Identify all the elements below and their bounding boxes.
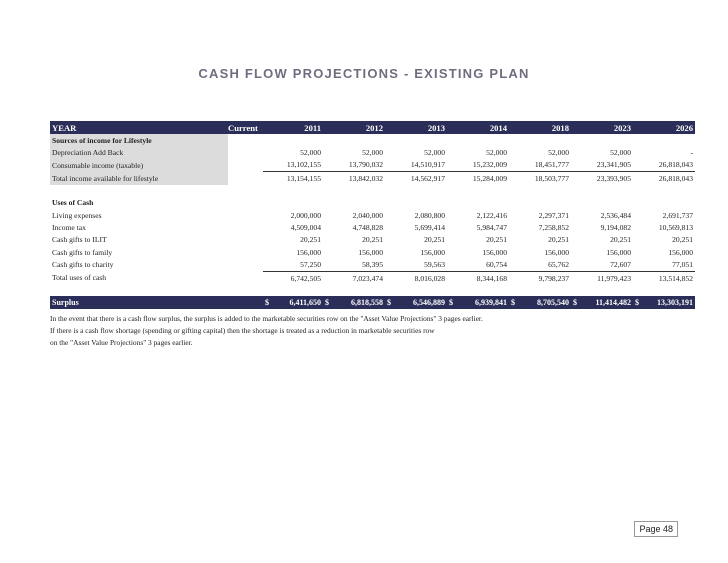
surplus-amount: 8,705,540 (537, 298, 569, 308)
blank-cell (228, 221, 258, 233)
table-row (50, 246, 695, 258)
section-heading: Sources of income for Lifestyle (50, 134, 228, 146)
row-value: 13,842,032 (348, 173, 383, 183)
blank-cell (228, 209, 258, 221)
surplus-amount: 6,818,558 (351, 298, 383, 308)
row-value: 2,000,000 (290, 210, 321, 220)
blank-cell (228, 234, 258, 246)
row-label: Cash gifts to charity (52, 260, 114, 270)
row-value: 57,250 (263, 259, 323, 272)
blank-cell (385, 197, 447, 209)
row-value: 5,699,414 (414, 223, 445, 233)
row-value: 2,122,416 (476, 210, 507, 220)
blank-cell (571, 134, 633, 146)
surplus-value (385, 296, 447, 309)
blank-cell (228, 185, 258, 197)
surplus-value (447, 296, 509, 309)
table-row (50, 259, 695, 272)
blank-cell (385, 134, 447, 146)
currency-symbol: $ (265, 298, 269, 308)
blank-cell (228, 146, 258, 158)
row-value: 72,607 (571, 259, 633, 272)
row-value: 52,000 (610, 148, 631, 158)
row-label: Income tax (52, 223, 86, 233)
row-value: 156,000 (420, 247, 445, 257)
row-value: 65,762 (509, 259, 571, 272)
currency-symbol: $ (511, 298, 515, 308)
blank-cell (263, 284, 323, 296)
row-value: 8,016,028 (414, 273, 445, 283)
row-label: Living expenses (52, 210, 102, 220)
section-heading-row (50, 134, 695, 146)
table-row (50, 146, 695, 158)
header-col: 2023 (571, 121, 633, 134)
blank-cell (228, 284, 258, 296)
row-value: 15,232,009 (447, 159, 509, 172)
row-value: 60,754 (447, 259, 509, 272)
row-label: Total income available for lifestyle (50, 172, 228, 185)
blank-cell (633, 284, 695, 296)
blank-cell (228, 246, 258, 258)
page-title: CASH FLOW PROJECTIONS - EXISTING PLAN (198, 66, 530, 81)
section-heading: Uses of Cash (52, 198, 94, 208)
row-value: 20,251 (362, 235, 383, 245)
table-row (50, 159, 695, 172)
blank-cell (228, 134, 258, 146)
blank-cell (323, 185, 385, 197)
currency-symbol: $ (387, 298, 391, 308)
row-value: 52,000 (300, 148, 321, 158)
row-value: 23,393,905 (596, 173, 631, 183)
row-value: 8,344,168 (476, 273, 507, 283)
header-col: Current (228, 122, 258, 133)
blank-cell (385, 185, 447, 197)
cash-flow-table (50, 121, 695, 309)
note-line: If there is a cash flow shortage (spending or gifting capital) then the shortage is treated as a reduction in marketable securities row (50, 326, 435, 335)
row-value: 2,080,800 (414, 210, 445, 220)
row-value: 2,691,737 (662, 210, 693, 220)
row-value: 156,000 (606, 247, 631, 257)
blank-cell (571, 185, 633, 197)
spacer-row (50, 284, 695, 296)
table-row (50, 234, 695, 246)
row-value: 77,051 (633, 259, 695, 272)
currency-symbol: $ (635, 298, 639, 308)
blank-cell (447, 197, 509, 209)
blank-cell (509, 284, 571, 296)
currency-symbol: $ (573, 298, 577, 308)
header-row (50, 121, 695, 134)
header-col: 2014 (447, 121, 509, 134)
row-value: 13,514,852 (658, 273, 693, 283)
row-label: Total uses of cash (52, 273, 107, 283)
currency-symbol: $ (449, 298, 453, 308)
row-value: 9,798,237 (538, 273, 569, 283)
row-value: 4,748,828 (352, 223, 383, 233)
row-value: 13,790,032 (323, 159, 385, 172)
row-value: 18,503,777 (534, 173, 569, 183)
header-col: 2026 (633, 121, 695, 134)
page-number: Page 48 (634, 521, 678, 537)
surplus-amount: 13,303,191 (657, 298, 693, 308)
blank-cell (228, 271, 258, 284)
row-value: 52,000 (548, 148, 569, 158)
row-value: 14,510,917 (385, 159, 447, 172)
header-col: 2018 (509, 121, 571, 134)
blank-cell (228, 259, 258, 272)
row-value: 13,102,155 (263, 159, 323, 172)
row-value: - (690, 148, 693, 158)
row-value: 52,000 (362, 148, 383, 158)
row-value: 20,251 (672, 235, 693, 245)
row-value: 156,000 (358, 247, 383, 257)
surplus-value (633, 296, 695, 309)
row-label: Consumable income (taxable) (50, 159, 228, 172)
surplus-row (50, 296, 695, 309)
blank-cell (228, 296, 258, 309)
row-value: 20,251 (486, 235, 507, 245)
row-value: 26,818,043 (633, 159, 695, 172)
table-row (50, 271, 695, 284)
note-line: on the "Asset Value Projections" 3 pages earlier. (50, 338, 193, 347)
footnotes (50, 313, 483, 349)
row-label: Cash gifts to family (52, 247, 113, 257)
blank-cell (509, 197, 571, 209)
row-value: 7,258,852 (538, 223, 569, 233)
row-value: 52,000 (486, 148, 507, 158)
table-row (50, 209, 695, 221)
blank-cell (50, 185, 228, 197)
blank-cell (447, 284, 509, 296)
row-value: 15,284,009 (472, 173, 507, 183)
header-col: 2013 (385, 121, 447, 134)
row-value: 13,154,155 (286, 173, 321, 183)
currency-symbol: $ (325, 298, 329, 308)
row-value: 23,341,905 (571, 159, 633, 172)
row-value: 20,251 (610, 235, 631, 245)
surplus-amount: 6,939,841 (475, 298, 507, 308)
surplus-value (571, 296, 633, 309)
surplus-amount: 11,414,482 (595, 298, 631, 308)
row-value: 156,000 (544, 247, 569, 257)
surplus-value (323, 296, 385, 309)
surplus-label: Surplus (50, 296, 228, 309)
blank-cell (263, 197, 323, 209)
row-value: 14,562,917 (410, 173, 445, 183)
surplus-value (509, 296, 571, 309)
blank-cell (633, 185, 695, 197)
blank-cell (447, 185, 509, 197)
row-value: 20,251 (424, 235, 445, 245)
section-heading-row (50, 197, 695, 209)
blank-cell (633, 197, 695, 209)
row-value: 2,536,484 (600, 210, 631, 220)
row-value: 18,451,777 (509, 159, 571, 172)
blank-cell (571, 197, 633, 209)
row-label: Cash gifts to ILIT (52, 235, 107, 245)
header-col: 2011 (263, 121, 323, 134)
header-col: 2012 (323, 121, 385, 134)
blank-cell (323, 284, 385, 296)
blank-cell (323, 197, 385, 209)
row-value: 26,818,043 (658, 173, 693, 183)
surplus-value (263, 296, 323, 309)
blank-cell (228, 159, 258, 172)
row-value: 6,742,505 (290, 273, 321, 283)
blank-cell (228, 172, 258, 185)
row-value: 52,000 (424, 148, 445, 158)
row-value: 20,251 (300, 235, 321, 245)
blank-cell (50, 284, 228, 296)
blank-cell (385, 284, 447, 296)
row-value: 5,984,747 (476, 223, 507, 233)
surplus-amount: 6,411,650 (289, 298, 321, 308)
blank-cell (447, 134, 509, 146)
row-value: 156,000 (482, 247, 507, 257)
blank-cell (509, 185, 571, 197)
row-value: 2,297,371 (538, 210, 569, 220)
row-value: 156,000 (296, 247, 321, 257)
row-value: 10,569,813 (658, 223, 693, 233)
row-value: 59,563 (385, 259, 447, 272)
spacer-row (50, 185, 695, 197)
table-row (50, 172, 695, 185)
blank-cell (263, 185, 323, 197)
blank-cell (571, 284, 633, 296)
row-value: 2,040,000 (352, 210, 383, 220)
row-value: 7,023,474 (352, 273, 383, 283)
row-value: 58,395 (323, 259, 385, 272)
surplus-amount: 6,546,889 (413, 298, 445, 308)
row-value: 11,979,423 (597, 273, 631, 283)
table-row (50, 221, 695, 233)
blank-cell (263, 134, 323, 146)
row-value: 20,251 (548, 235, 569, 245)
header-label: YEAR (50, 121, 228, 134)
row-value: 9,194,082 (600, 223, 631, 233)
row-value: 156,000 (668, 247, 693, 257)
blank-cell (633, 134, 695, 146)
blank-cell (323, 134, 385, 146)
blank-cell (228, 197, 258, 209)
note-line: In the event that there is a cash flow surplus, the surplus is added to the marketable securities row on the "Asset Value Projections" 3 pages earlier. (50, 314, 483, 323)
row-label: Depreciation Add Back (50, 146, 228, 158)
row-value: 4,509,004 (290, 223, 321, 233)
blank-cell (509, 134, 571, 146)
